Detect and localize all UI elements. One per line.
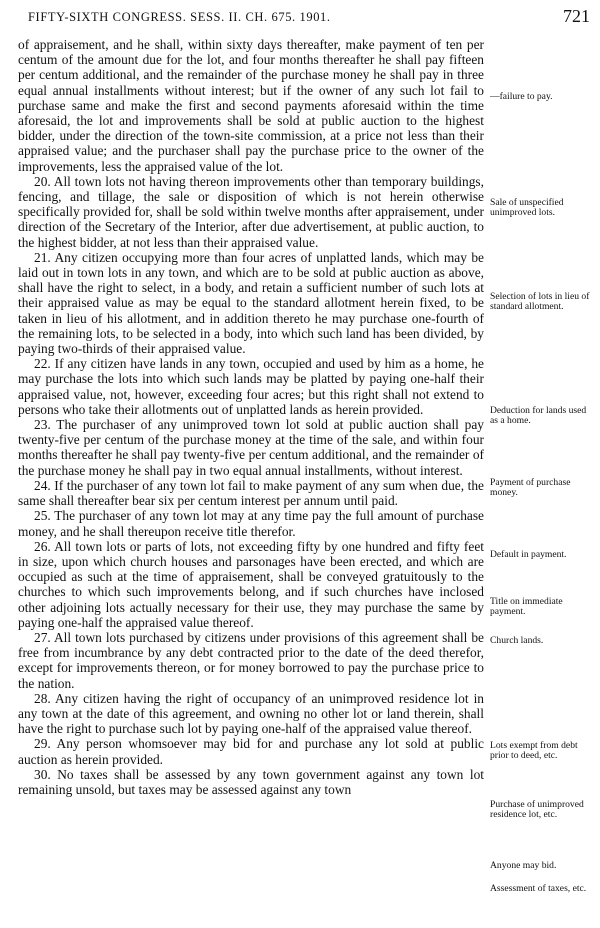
section-25: 25. The purchaser of any town lot may at any time pay the full amount of purchase money, and he shall thereupon receive title therefor. xyxy=(18,508,484,539)
page-header xyxy=(28,6,590,28)
margin-note-assessment-of-taxes: Assessment of taxes, etc. xyxy=(490,883,587,894)
section-20: 20. All town lots not having thereon improvements other than temporary buildings, fencing, and tillage, the sale or disposition of which is not herein otherwise specifically provided for, shall be sold within twelve months after appraisement, under direction of the Secretary of the Interior, after due advertisement, at public auction, to the highest bidder, at not less than their appraised value. xyxy=(18,173,484,250)
section-24: 24. If the purchaser of any town lot fail to make payment of any sum when due, the same shall thereafter bear six per centum interest per annum until paid. xyxy=(18,477,484,509)
section-23: 23. The purchaser of any unimproved town lot sold at public auction shall pay twenty-five per centum of the purchase money at the time of the sale, and within four months thereafter he shall pay twenty-five per centum additional, and the remainder of the purchase money he shall pay in two equal annual installments, without interest. xyxy=(18,417,484,478)
margin-note-lots-exempt-from-debt: Lots exempt from debt prior to deed, etc. xyxy=(490,740,578,762)
page-number: 721 xyxy=(563,6,590,26)
margin-note-default-in-payment: Default in payment. xyxy=(490,549,567,560)
section-30: 30. No taxes shall be assessed by any town government against any town lot remaining unsold, but taxes may be assessed against any town xyxy=(18,766,484,797)
margin-note-failure-to-pay: —failure to pay. xyxy=(490,91,553,102)
section-27: 27. All town lots purchased by citizens under provisions of this agreement shall be free from incumbrance by any debt contracted prior to the date of the deed therefor, except for improvements thereon, or for money borrowed to pay the purchase price to the nation. xyxy=(18,629,484,691)
section-21: 21. Any citizen occupying more than four acres of unplatted lands, which may be laid out in town lots in any town, and which are to be sold at public auction as above, shall have the right to select, in a body, and retain a sufficient number of such lots at their appraised value as may be equal to the standard allotment herein fixed, to be taken in lieu of his allotment, and in addition thereto he may purchase one-fourth of the remaining lots, to be selected in a body, into which such land has been divided, by paying two-thirds of their appraised value. xyxy=(18,249,484,357)
statute-text xyxy=(18,37,484,797)
section-28: 28. Any citizen having the right of occupancy of an unimproved residence lot in any town at the date of this agreement, and owning no other lot or land therein, shall have the right to purchase such lot by paying one-half of the appraised value thereof. xyxy=(18,690,484,737)
margin-note-title-immediate-payment: Title on immediate payment. xyxy=(490,596,563,618)
running-title: FIFTY-SIXTH CONGRESS. SESS. II. CH. 675. 1901. xyxy=(28,10,331,24)
section-29: 29. Any person whomsoever may bid for and purchase any lot sold at public auction as herein provided. xyxy=(18,736,484,767)
margin-note-church-lands: Church lands. xyxy=(490,635,544,646)
margin-note-deduction-home: Deduction for lands used as a home. xyxy=(490,405,587,427)
paragraph-continued: of appraisement, and he shall, within sixty days thereafter, make payment of ten per centum of the amount due for the lot, and four months thereafter he shall pay fifteen per centum additional, and the remainder of the purchase money he shall pay in three equal annual installments without interest; but if the owner of any such lot fail to purchase same and make the first and second payments aforesaid within the time aforesaid, the lot and improvements shall be sold at public auction to the highest bidder, under the direction of the town-site commission, at a price not less than their appraised value; and the purchaser shall pay the purchase price to the owner of the improvements, less the appraised value of the lot. xyxy=(18,37,484,174)
margin-note-unimproved-residence-lot: Purchase of unimproved residence lot, etc. xyxy=(490,799,584,821)
section-22: 22. If any citizen have lands in any town, occupied and used by him as a home, he may purchase the lots into which such lands may be platted by paying one-half their appraised value, not, however, exceeding four acres; but this right shall not extend to persons who take their allotments out of unplatted lands as herein provided. xyxy=(18,356,484,417)
margin-note-anyone-may-bid: Anyone may bid. xyxy=(490,860,557,871)
margin-note-sale-unspecified: Sale of unspecified unimproved lots. xyxy=(490,197,564,219)
section-26: 26. All town lots or parts of lots, not exceeding fifty by one hundred and fifty feet in size, upon which church houses and parsonages have been erected, and which are occupied as such at the time of appraisement, shall be conveyed gratuitously to the churches to which such improvements belong, and if such churches have inclosed other adjoining lots actually necessary for their use, they may purchase the same by paying one-half the appraised value thereof. xyxy=(18,538,484,630)
margin-note-payment-purchase-money: Payment of purchase money. xyxy=(490,477,571,499)
margin-note-selection-of-lots: Selection of lots in lieu of standard allotment. xyxy=(490,291,590,313)
